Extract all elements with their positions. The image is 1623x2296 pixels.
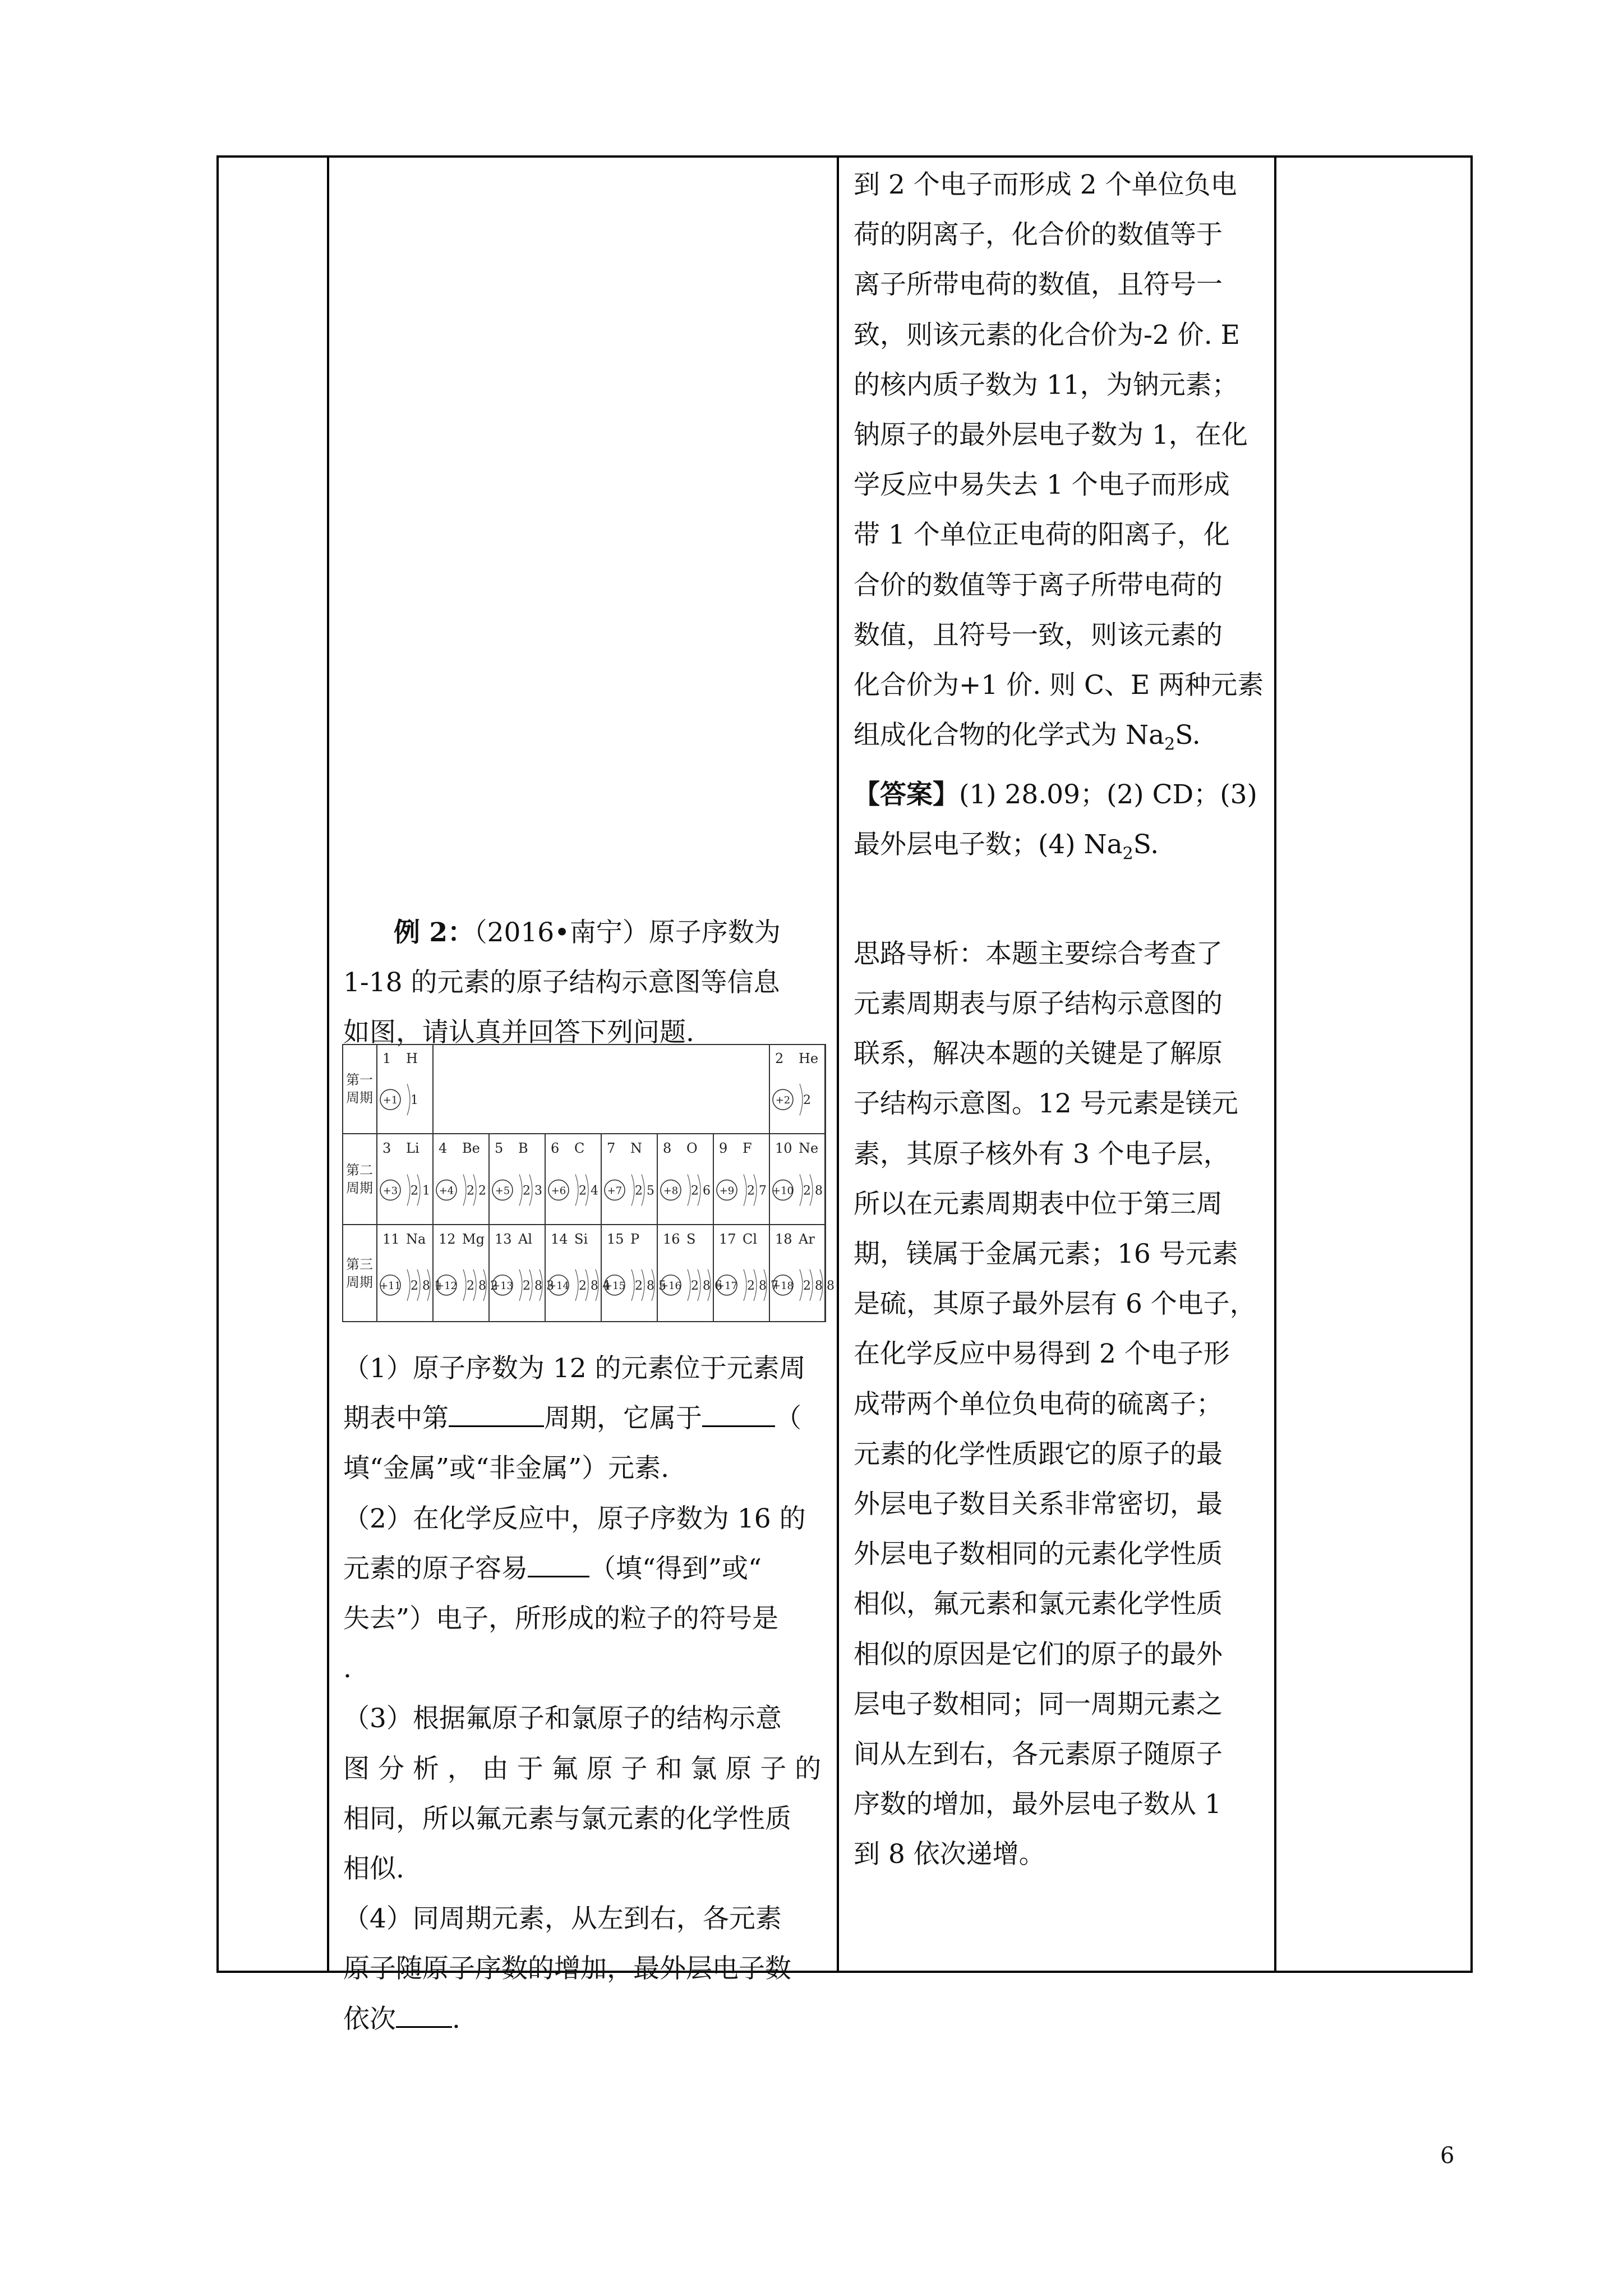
- shell-arc: [519, 1269, 522, 1301]
- atomic-number: 3: [382, 1140, 391, 1156]
- shell-electrons: 1: [411, 1093, 418, 1108]
- text-line: 所以在元素周期表中位于第三周: [854, 1188, 1223, 1220]
- text-line: 外层电子数目关系非常密切，最: [854, 1489, 1223, 1520]
- text-line: 子结构示意图。12 号元素是镁元: [854, 1088, 1238, 1120]
- q3-line-a: （3）根据氟原子和氯原子的结构示意: [343, 1703, 782, 1734]
- text-line: 在化学反应中易得到 2 个电子形: [854, 1338, 1230, 1370]
- nucleus-charge: +3: [382, 1185, 398, 1197]
- table-border-col1: [327, 155, 329, 1973]
- text-line: 数值，且符号一致，则该元素的: [854, 619, 1223, 651]
- q2-line-c: 失去”）电子，所形成的粒子的符号是: [343, 1603, 779, 1635]
- q3-line-c: 相同，所以氟元素与氯元素的化学性质: [343, 1803, 791, 1834]
- q2-line-d: .: [343, 1653, 352, 1685]
- shell-electrons: 2 5: [635, 1184, 654, 1198]
- shell-electrons: 2 8 1: [411, 1278, 442, 1293]
- element-symbol: He: [799, 1051, 819, 1066]
- atomic-number: 5: [495, 1140, 504, 1156]
- text-line: 元素的化学性质跟它的原子的最: [854, 1438, 1223, 1470]
- text-line: 带 1 个单位正电荷的阳离子，化: [854, 519, 1230, 551]
- text-line: 序数的增加，最外层电子数从 1: [854, 1789, 1221, 1820]
- nucleus-charge: +10: [772, 1185, 794, 1197]
- text-line: 相似的原因是它们的原子的最外: [854, 1639, 1223, 1670]
- nucleus-charge: +2: [775, 1094, 791, 1107]
- q1-line-c: 填“金属”或“非金属”）元素.: [343, 1453, 670, 1484]
- q3-line-d: 相似.: [343, 1853, 404, 1885]
- solution-lines: [854, 160, 1285, 710]
- shell-arc: [575, 1174, 578, 1205]
- shell-arc: [800, 1084, 803, 1115]
- shell-electrons: 2 8 3: [523, 1278, 554, 1293]
- nucleus-charge: +12: [436, 1280, 457, 1292]
- shell-arc: [463, 1269, 466, 1301]
- q4-line-a: （4）同周期元素，从左到右，各元素: [343, 1903, 782, 1935]
- element-symbol: B: [518, 1140, 528, 1156]
- q4-blank-trend: [396, 2001, 452, 2028]
- q1-blank-type: [702, 1401, 775, 1427]
- nucleus-charge: +9: [719, 1185, 735, 1197]
- text-line: 的核内质子数为 11，为钠元素；: [854, 369, 1238, 401]
- text-line: 到 2 个电子而形成 2 个单位负电: [854, 169, 1237, 200]
- text-line: 思路导析：本题主要综合考查了: [854, 938, 1223, 969]
- shell-electrons: 2 8: [803, 1184, 823, 1198]
- atomic-number: 7: [607, 1140, 616, 1156]
- example-line-3: 如图，请认真并回答下列问题.: [343, 1017, 694, 1048]
- atomic-number: 2: [775, 1051, 784, 1066]
- solution-column: [854, 160, 1285, 1880]
- atomic-number: 13: [495, 1231, 512, 1247]
- nucleus-charge: +8: [663, 1185, 679, 1197]
- q1-line-a: （1）原子序数为 12 的元素位于元素周: [343, 1353, 806, 1384]
- atomic-number: 11: [382, 1231, 400, 1247]
- element-symbol: Li: [406, 1140, 419, 1156]
- shell-electrons: 2 8 5: [635, 1278, 666, 1293]
- text-line: 素，其原子核外有 3 个电子层，: [854, 1138, 1230, 1170]
- period-label: 第二: [346, 1162, 373, 1178]
- text-line: 层电子数相同；同一周期元素之: [854, 1688, 1223, 1720]
- text-line: 成带两个单位负电荷的硫离子；: [854, 1388, 1223, 1420]
- text-line: 学反应中易失去 1 个电子而形成: [854, 470, 1230, 501]
- shell-arc: [800, 1269, 803, 1301]
- shell-electrons: 2 8 7: [747, 1278, 778, 1293]
- atomic-number: 9: [719, 1140, 728, 1156]
- text-line: 荷的阴离子，化合价的数值等于: [854, 219, 1223, 251]
- example-label: 例 2：: [394, 917, 474, 948]
- shell-arc: [744, 1174, 746, 1205]
- nucleus-charge: +17: [716, 1280, 737, 1292]
- element-symbol: Cl: [743, 1231, 758, 1247]
- nucleus-charge: +14: [548, 1280, 569, 1292]
- shell-arc: [688, 1269, 690, 1301]
- shell-electrons: 2 4: [579, 1184, 598, 1198]
- shell-arc: [688, 1174, 690, 1205]
- q4-line-b: 原子随原子序数的增加，最外层电子数: [343, 1953, 791, 1985]
- element-symbol: Na: [406, 1231, 426, 1247]
- q4-line-c: 依次 .: [343, 1994, 831, 2044]
- nucleus-charge: +16: [660, 1280, 681, 1292]
- shell-arc: [519, 1174, 522, 1205]
- q2-blank-action: [528, 1551, 589, 1577]
- atomic-number: 10: [775, 1140, 792, 1156]
- shell-electrons: 2 6: [691, 1184, 711, 1198]
- atomic-number: 18: [775, 1231, 792, 1247]
- shell-arc: [407, 1174, 410, 1205]
- shell-arc: [631, 1269, 634, 1301]
- text-line: 外层电子数相同的元素化学性质: [854, 1539, 1223, 1570]
- atomic-number: 15: [607, 1231, 624, 1247]
- text-line: 化合价为+1 价. 则 C、E 两种元素: [854, 670, 1264, 701]
- element-symbol: C: [574, 1140, 585, 1156]
- page-number: 6: [1440, 2143, 1455, 2169]
- shell-electrons: 2 7: [747, 1184, 767, 1198]
- shell-arc: [744, 1269, 746, 1301]
- shell-arc: [631, 1174, 634, 1205]
- shell-electrons: 2 3: [523, 1184, 542, 1198]
- shell-electrons: 2 1: [411, 1184, 430, 1198]
- nucleus-charge: +6: [551, 1185, 566, 1197]
- analysis-lines: [854, 929, 1285, 1880]
- element-symbol: H: [406, 1051, 418, 1066]
- nucleus-charge: +4: [439, 1185, 454, 1197]
- text-line: 致，则该元素的化合价为-2 价. E: [854, 319, 1240, 351]
- period-label: 周期: [346, 1180, 373, 1196]
- text-line: 到 8 依次递增。: [854, 1839, 1045, 1870]
- atomic-number: 17: [719, 1231, 736, 1247]
- text-line: 钠原子的最外层电子数为 1，在化: [854, 420, 1248, 451]
- period-label: 周期: [346, 1090, 373, 1106]
- table-border-right: [1470, 155, 1473, 1973]
- atomic-number: 14: [551, 1231, 568, 1247]
- answer-label: 【答案】: [854, 779, 959, 810]
- element-symbol: Si: [574, 1231, 588, 1247]
- q1-blank-period: [449, 1401, 544, 1427]
- element-symbol: Ne: [799, 1140, 819, 1156]
- q1-line-b: 期表中第 周期，它属于 （: [343, 1393, 831, 1443]
- nucleus-charge: +15: [604, 1280, 625, 1292]
- periodic-table-figure: [342, 1044, 834, 1322]
- element-symbol: Al: [518, 1231, 533, 1247]
- text-line: 期，镁属于金属元素；16 号元素: [854, 1239, 1238, 1270]
- example-line-2: 1-18 的元素的原子结构示意图等信息: [343, 967, 780, 999]
- nucleus-charge: +7: [607, 1185, 623, 1197]
- shell-arc: [463, 1174, 466, 1205]
- atomic-number: 4: [439, 1140, 448, 1156]
- questions-block: [343, 1343, 831, 2044]
- nucleus-charge: +18: [772, 1280, 794, 1292]
- formula-line: 组成化合物的化学式为 $Na_2S$.: [854, 720, 1201, 754]
- atomic-number: 6: [551, 1140, 560, 1156]
- element-symbol: Be: [462, 1140, 480, 1156]
- shell-electrons: 2: [803, 1093, 811, 1108]
- atomic-number: 12: [439, 1231, 456, 1247]
- nucleus-charge: +5: [495, 1185, 510, 1197]
- text-line: 合价的数值等于离子所带电荷的: [854, 569, 1223, 601]
- shell-electrons: 2 8 8: [803, 1278, 834, 1293]
- text-line: 联系，解决本题的关键是了解原: [854, 1038, 1223, 1070]
- shell-electrons: 2 8 6: [691, 1278, 722, 1293]
- nucleus-charge: +1: [382, 1094, 398, 1107]
- shell-arc: [800, 1174, 803, 1205]
- text-line: 相似，氟元素和氯元素化学性质: [854, 1589, 1223, 1620]
- shell-arc: [407, 1269, 410, 1301]
- table-border-top: [216, 155, 1473, 158]
- atomic-number: 16: [663, 1231, 680, 1247]
- nucleus-charge: +11: [380, 1280, 401, 1292]
- shell-electrons: 2 2: [467, 1184, 486, 1198]
- q2-line-b: 元素的原子容易 （填“得到”或“: [343, 1544, 831, 1594]
- period-label: 第一: [346, 1072, 373, 1088]
- answer-line-2: 最外层电子数；(4) $Na_2S$.: [854, 829, 1159, 864]
- example-block: 例 2：（2016•南宁）原子序数为 1-18 的元素的原子结构示意图等信息 如图，请认真并回答下列问题.: [343, 908, 831, 1058]
- text-line: 是硫，其原子最外层有 6 个电子，: [854, 1289, 1256, 1320]
- text-line: 元素周期表与原子结构示意图的: [854, 988, 1223, 1020]
- shell-arc: [407, 1084, 410, 1115]
- shell-electrons: 2 8 4: [579, 1278, 610, 1293]
- element-symbol: Ar: [799, 1231, 815, 1247]
- shell-electrons: 2 8 2: [467, 1278, 498, 1293]
- element-symbol: P: [630, 1231, 640, 1247]
- shell-arc: [575, 1269, 578, 1301]
- table-border-left: [216, 155, 219, 1973]
- period-label: 周期: [346, 1274, 373, 1290]
- element-symbol: Mg: [462, 1231, 485, 1247]
- table-border-col2: [837, 155, 839, 1973]
- atomic-number: 1: [382, 1051, 391, 1066]
- element-symbol: N: [630, 1140, 642, 1156]
- text-line: 离子所带电荷的数值，且符号一: [854, 269, 1223, 301]
- text-line: 间从左到右，各元素原子随原子: [854, 1739, 1223, 1770]
- element-symbol: F: [743, 1140, 752, 1156]
- atomic-number: 8: [663, 1140, 672, 1156]
- element-symbol: S: [686, 1231, 696, 1247]
- element-symbol: O: [686, 1140, 698, 1156]
- q2-line-a: （2）在化学反应中，原子序数为 16 的: [343, 1503, 806, 1534]
- nucleus-charge: +13: [492, 1280, 513, 1292]
- q3-line-b: 图 分 析 ， 由 于 氟 原 子 和 氯 原 子 的: [343, 1753, 822, 1784]
- period-label: 第三: [346, 1257, 373, 1272]
- answer-line-1: 【答案】(1) 28.09；(2) CD；(3): [854, 779, 1257, 810]
